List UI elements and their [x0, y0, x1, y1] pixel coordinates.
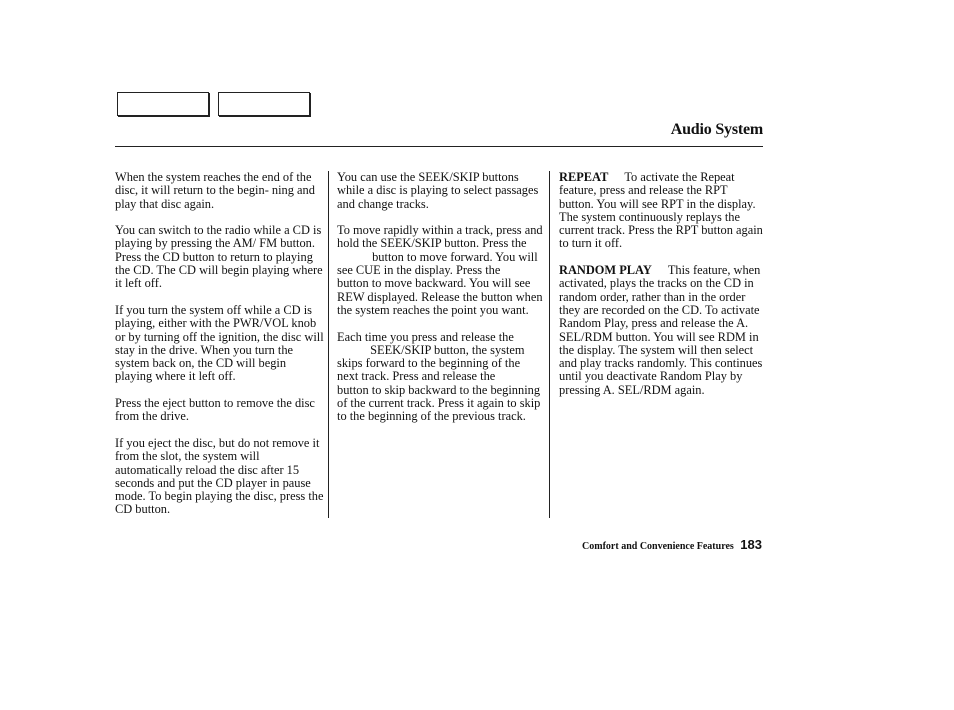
header-rule [115, 146, 763, 147]
text-run: Each time you press and release the [337, 329, 514, 344]
paragraph [559, 264, 764, 397]
section-name: Comfort and Convenience Features [582, 541, 734, 552]
paragraph [337, 224, 544, 317]
repeat-text: To activate the Repeat feature, press and release the RPT button. You will see RPT in the display. The system continuously replays the current track. Press the RPT button again to turn it off. [559, 170, 763, 251]
text-run: button to skip backward to the beginning of the current track. Press it again to skip to the beginning of the previous track. [337, 382, 541, 424]
column-3 [559, 171, 764, 410]
paragraph: When the system reaches the end of the disc, it will return to the begin- ning and play that disc again. [115, 170, 315, 211]
text-run: button to move backward. You will see REW displayed. Release the button when the system reaches the point you want. [337, 276, 543, 317]
paragraph: Press the eject button to remove the disc from the drive. [115, 396, 315, 424]
random-play-text: This feature, when activated, plays the tracks on the CD in random order, rather than in the order they are recorded on the CD. To activate Random Play, press and release the A. SEL/RDM button. You will see RDM in the display. The system will then select and play tracks randomly. This continues until you deactivate Random Play by pressing A. SEL/RDM again. [559, 263, 763, 397]
paragraph: You can use the SEEK/SKIP buttons while a disc is playing to select passages and change tracks. [337, 170, 539, 211]
index-button[interactable] [218, 92, 310, 116]
page-footer [582, 537, 762, 552]
column-divider [549, 171, 550, 518]
random-play-heading: RANDOM PLAY [559, 263, 652, 278]
text-run: SEEK/SKIP button, the system skips forward to the beginning of the next track. Press and release the [337, 342, 525, 384]
column-1 [115, 171, 325, 530]
paragraph [337, 331, 544, 424]
main-menu-button[interactable] [117, 92, 209, 116]
page-number: 183 [740, 537, 762, 552]
column-2 [337, 171, 544, 437]
column-divider [328, 171, 329, 518]
paragraph: If you turn the system off while a CD is playing, either with the PWR/VOL knob or by turning off the ignition, the disc will stay in the drive. When you turn the system back on, the CD will begin playing where it left off. [115, 302, 324, 384]
text-run: To move rapidly within a track, press and hold the SEEK/SKIP button. Press the [337, 223, 543, 251]
paragraph [559, 171, 764, 251]
page-title: Audio System [670, 121, 763, 138]
text-run: button to move forward. You will see CUE in the display. Press the [337, 249, 538, 278]
paragraph: You can switch to the radio while a CD is playing by pressing the AM/ FM button. Press the CD button to return to playing the CD. The CD will begin playing where it left off. [115, 223, 323, 291]
repeat-heading: REPEAT [559, 170, 609, 184]
paragraph: If you eject the disc, but do not remove it from the slot, the system will automatically reload the disc after 15 seconds and put the CD player in pause mode. To begin playing the disc, press the CD button. [115, 435, 324, 517]
